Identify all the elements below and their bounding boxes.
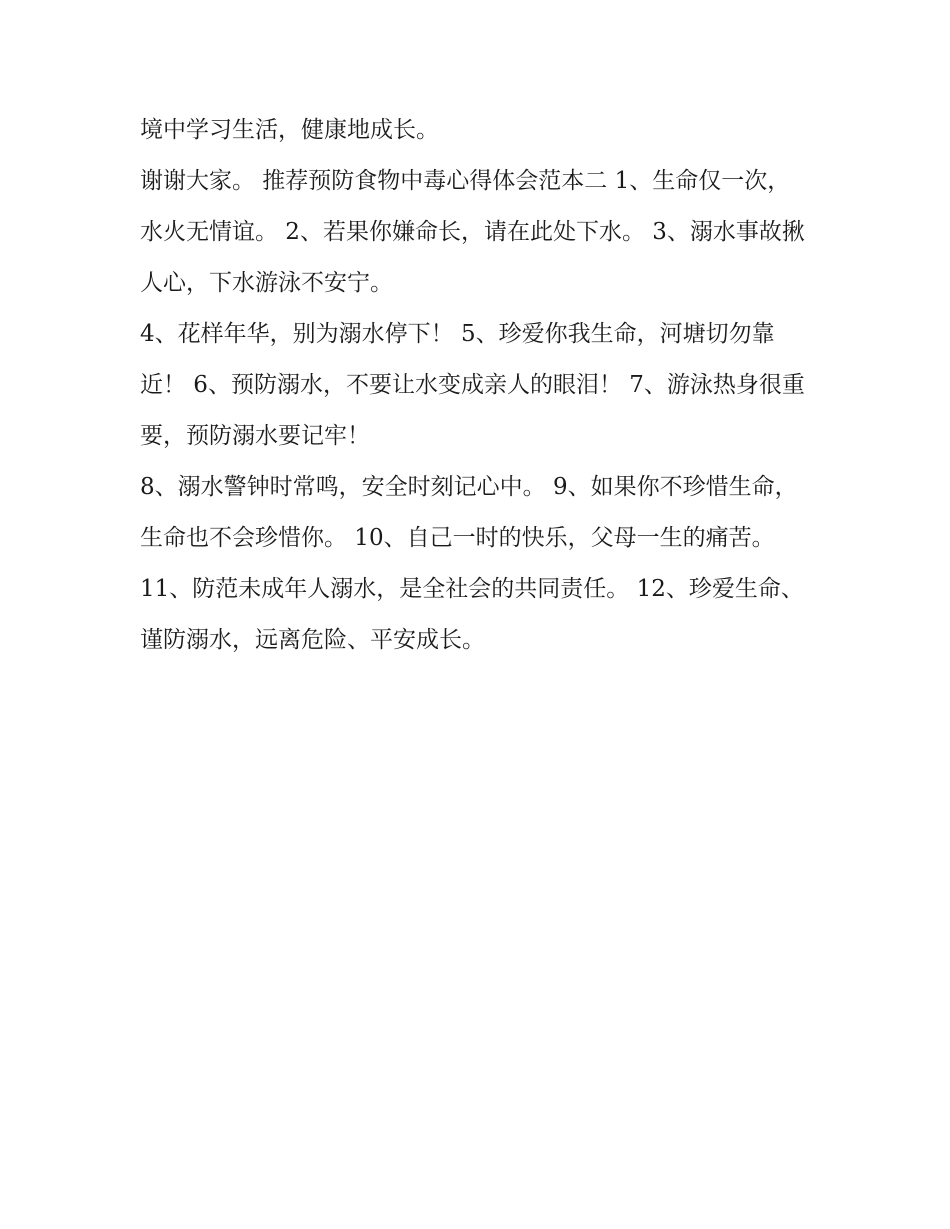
document-body [140, 105, 810, 666]
paragraph-4: 8、溺水警钟时常鸣，安全时刻记心中。 9、如果你不珍惜生命，生命也不会珍惜你。 10、自己一时的快乐，父母一生的痛苦。 [140, 474, 798, 551]
paragraph-2: 谢谢大家。 推荐预防食物中毒心得体会范本二 1、生命仅一次，水火无情谊。 2、若果你嫌命长，请在此处下水。 3、溺水事故揪人心，下水游泳不安宁。 [140, 168, 805, 296]
paragraph-1: 境中学习生活，健康地成长。 [140, 117, 439, 143]
paragraph-3: 4、花样年华，别为溺水停下！ 5、珍爱你我生命，河塘切勿靠近！ 6、预防溺水，不要让水变成亲人的眼泪！ 7、游泳热身很重要，预防溺水要记牢！ [140, 321, 805, 449]
paragraph-5: 11、防范未成年人溺水，是全社会的共同责任。 12、珍爱生命、谨防溺水，远离危险、平安成长。 [140, 576, 804, 653]
